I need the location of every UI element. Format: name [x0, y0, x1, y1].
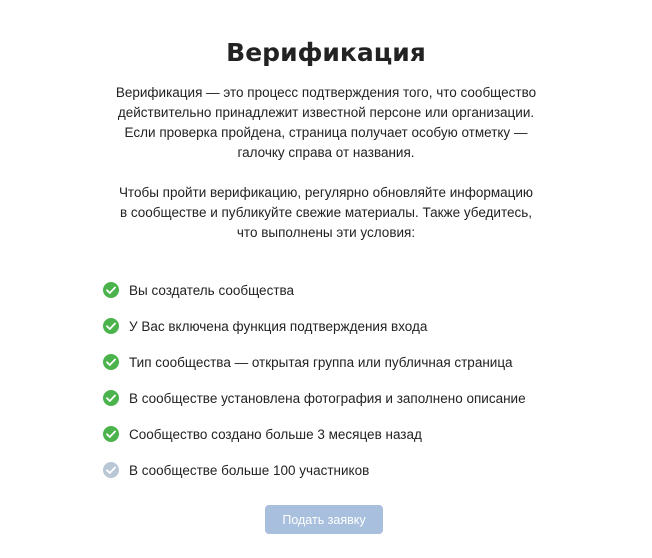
intro-paragraph-2	[80, 183, 572, 243]
intro-paragraph-1-line: действительно принадлежит известной персоне или организации.	[117, 105, 535, 120]
check-circle-icon	[103, 462, 119, 478]
intro-paragraph-2-line: в сообществе и публикуйте свежие материалы. Также убедитесь,	[119, 205, 533, 220]
condition-label: Сообщество создано больше 3 месяцев назад	[129, 426, 422, 442]
check-circle-icon	[103, 354, 119, 370]
condition-label: У Вас включена функция подтверждения входа	[129, 318, 428, 334]
check-circle-icon	[103, 282, 119, 298]
condition-label: Вы создатель сообщества	[129, 282, 295, 298]
check-circle-icon	[103, 390, 119, 406]
intro-paragraph-1-line: Если проверка пройдена, страница получает особую отметку —	[124, 125, 528, 140]
check-circle-icon	[103, 318, 119, 334]
condition-label: Тип сообщества — открытая группа или публичная страница	[129, 354, 513, 370]
condition-item	[103, 272, 526, 308]
condition-item	[103, 380, 526, 416]
intro-paragraph-2-line: Чтобы пройти верификацию, регулярно обновляйте информацию	[118, 185, 534, 200]
condition-item	[103, 452, 526, 488]
intro-paragraph-1-line: Верификация — это процесс подтверждения того, что сообщество	[115, 85, 537, 100]
intro-paragraph-1	[80, 83, 572, 163]
condition-label: В сообществе установлена фотография и заполнено описание	[129, 390, 526, 406]
intro-paragraph-1-line: галочку справа от названия.	[237, 145, 415, 160]
condition-item	[103, 416, 526, 452]
conditions-list	[103, 272, 526, 488]
condition-label: В сообществе больше 100 участников	[129, 462, 370, 478]
intro-paragraph-2-line: что выполнены эти условия:	[236, 225, 416, 240]
submit-application-button[interactable]: Подать заявку	[265, 505, 383, 534]
check-circle-icon	[103, 426, 119, 442]
page-title: Верификация	[226, 38, 426, 67]
condition-item	[103, 308, 526, 344]
condition-item	[103, 344, 526, 380]
